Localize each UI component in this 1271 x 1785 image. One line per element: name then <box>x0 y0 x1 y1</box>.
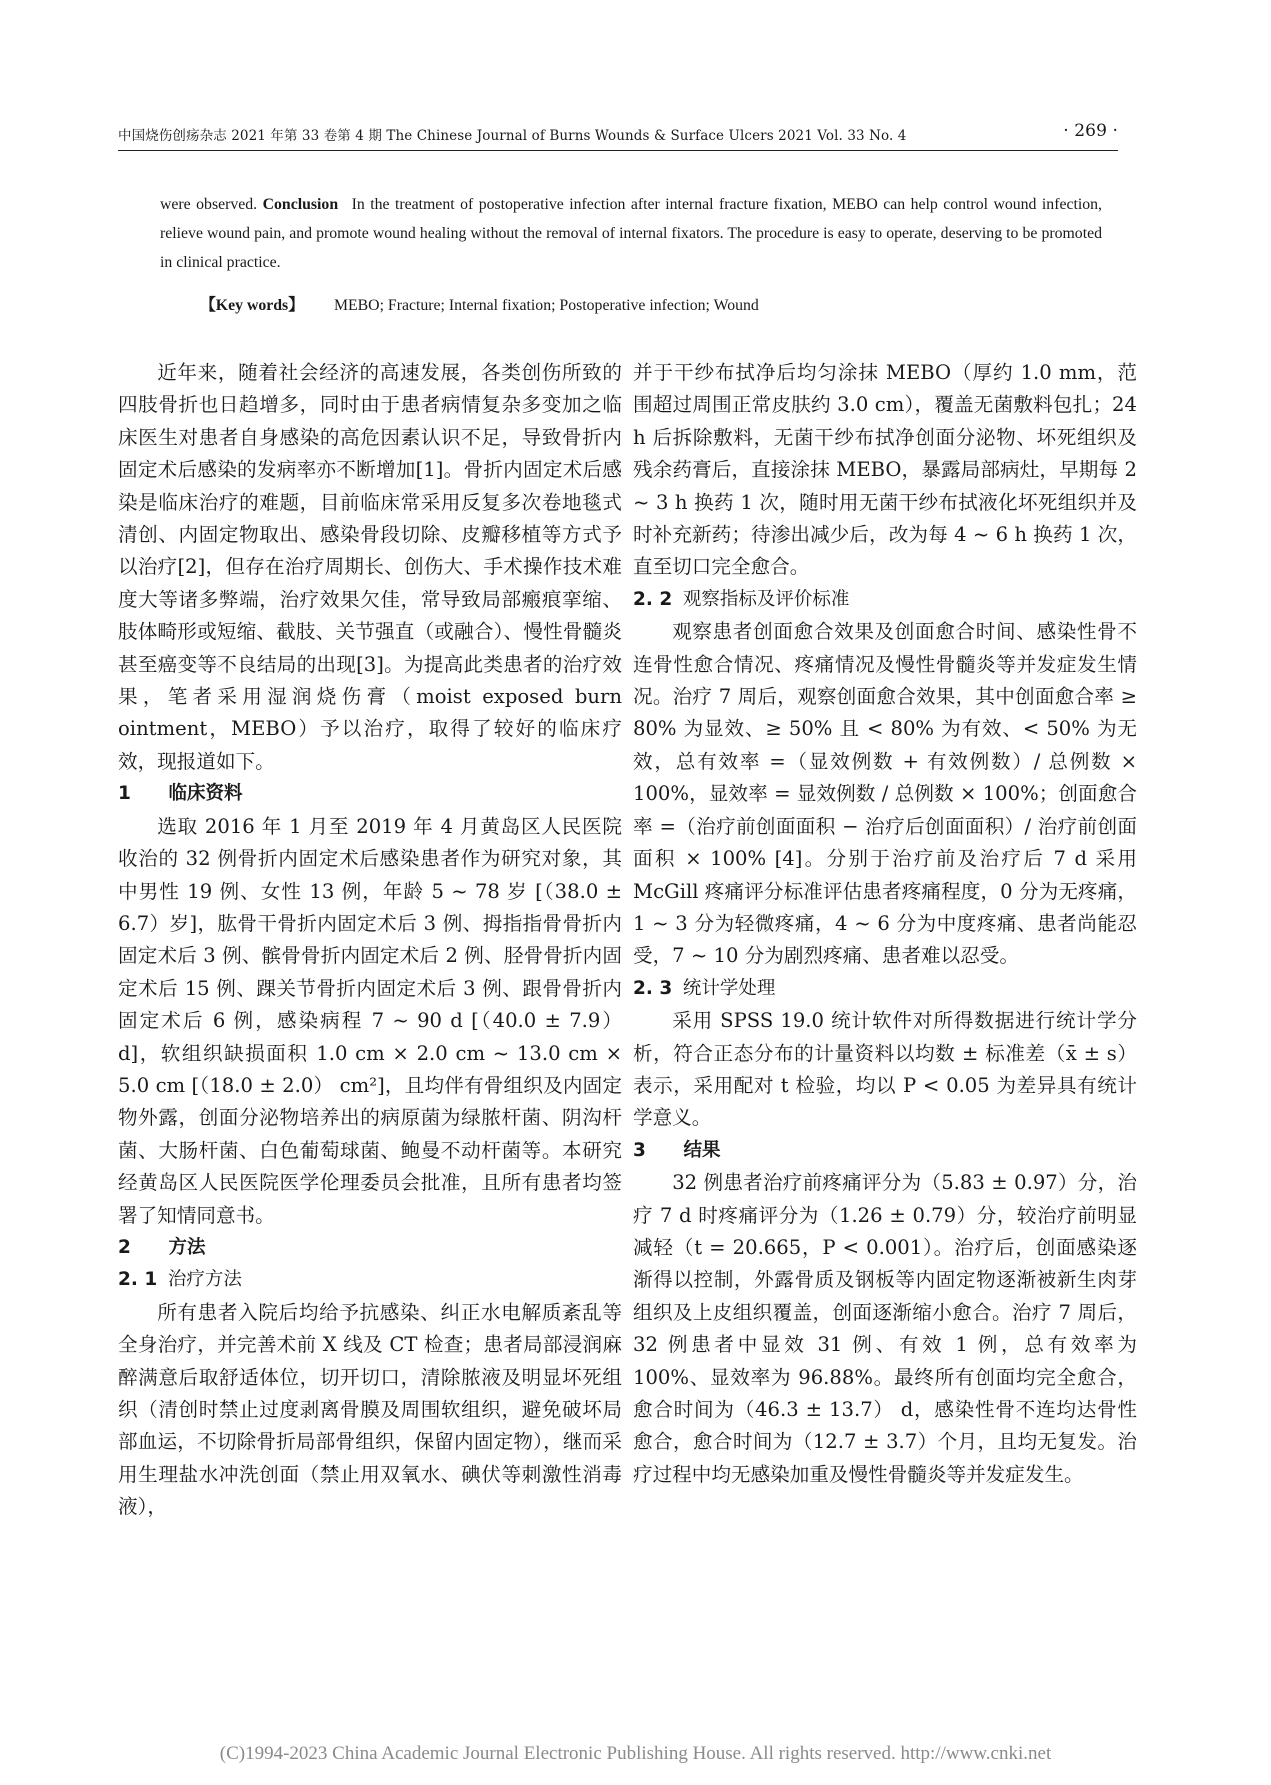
section-2-1-continued: 并于干纱布拭净后均匀涂抹 MEBO（厚约 1.0 mm，范围超过周围正常皮肤约 3.0 cm），覆盖无菌敷料包扎；24 h 后拆除敷料，无菌干纱布拭净创面分泌物、坏死组织及残余药膏后，直接涂抹 MEBO，暴露局部病灶，早期每 2 ~ 3 h 换药 1 次，随时用无菌干纱布拭液化坏死组织并及时补充新药；待渗出减少后，改为每 4 ~ 6 h 换药 1 次，直至切口完全愈合。 <box>633 361 1137 579</box>
subsection-number: 2. 2 <box>633 588 673 610</box>
section-2-2-paragraph: 观察患者创面愈合效果及创面愈合时间、感染性骨不连骨性愈合情况、疼痛情况及慢性骨髓炎等并发症发生情况。治疗 7 周后，观察创面愈合效果，其中创面愈合率 ≥ 80% 为显效、≥ 50% 且 < 80% 为有效、< 50% 为无效，总有效率 =（显效例数 + 有效例数）/ 总例数 × 100%，显效率 = 显效例数 / 总例数 × 100%；创面愈合率 =（治疗前创面面积 − 治疗后创面面积）/ 治疗前创面面积 × 100% [4]。分别于治疗前及治疗后 7 d 采用 McGill 疼痛评分标准评估患者疼痛程度，0 分为无疼痛，1 ~ 3 分为轻微疼痛，4 ~ 6 分为中度疼痛、患者尚能忍受，7 ~ 10 分为剧烈疼痛、患者难以忍受。 <box>633 620 1137 968</box>
journal-header: 中国烧伤创疡杂志 2021 年第 33 卷第 4 期 The Chinese Journal of Burns Wounds & Surface Ulcers 2021 Vol. 33 No. 4 <box>118 128 907 144</box>
right-column <box>633 357 1137 1491</box>
header-rule <box>118 150 1118 151</box>
intro-paragraph: 近年来，随着社会经济的高速发展，各类创伤所致的四肢骨折也日趋增多，同时由于患者病情复杂多变加之临床医生对患者自身感染的高危因素认识不足，导致骨折内固定术后感染的发病率亦不断增加[1]。骨折内固定术后感染是临床治疗的难题，目前临床常采用反复多次卷地毯式清创、内固定物取出、感染骨段切除、皮瓣移植等方式予以治疗[2]，但存在治疗周期长、创伤大、手术操作技术难度大等诸多弊端，治疗效果欠佳，常导致局部瘢痕挛缩、肢体畸形或短缩、截肢、关节强直（或融合）、慢性骨髓炎甚至癌变等不良结局的出现[3]。为提高此类患者的治疗效果，笔者采用湿润烧伤膏（moist exposed burn ointment，MEBO）予以治疗，取得了较好的临床疗效，现报道如下。 <box>118 361 622 773</box>
keywords-text: MEBO; Fracture; Internal fixation; Postoperative infection; Wound <box>333 297 759 314</box>
section-2-heading <box>118 1232 622 1264</box>
section-2-2-heading <box>633 584 1137 616</box>
section-2-3-heading <box>633 973 1137 1005</box>
subsection-number: 2. 1 <box>118 1269 158 1291</box>
section-2-3-paragraph: 采用 SPSS 19.0 统计软件对所得数据进行统计学分析，符合正态分布的计量资料以均数 ± 标准差（x̄ ± s）表示，采用配对 t 检验，均以 P < 0.05 为差异具有统计学意义。 <box>633 1009 1137 1130</box>
section-title: 方法 <box>168 1236 206 1258</box>
section-1-heading <box>118 778 622 810</box>
section-title: 结果 <box>683 1139 721 1161</box>
abstract-conclusion <box>160 190 1102 277</box>
section-1-paragraph: 选取 2016 年 1 月至 2019 年 4 月黄岛区人民医院收治的 32 例骨折内固定术后感染患者作为研究对象，其中男性 19 例、女性 13 例，年龄 5 ~ 78 岁 [（38.0 ± 6.7）岁]，肱骨干骨折内固定术后 3 例、拇指指骨骨折内固定术后 3 例、髌骨骨折内固定术后 2 例、胫骨骨折内固定术后 15 例、踝关节骨折内固定术后 3 例、跟骨骨折内固定术后 6 例，感染病程 7 ~ 90 d [（40.0 ± 7.9） d]，软组织缺损面积 1.0 cm × 2.0 cm ~ 13.0 cm × 5.0 cm [（18.0 ± 2.0） cm²]，且均伴有骨组织及内固定物外露，创面分泌物培养出的病原菌为绿脓杆菌、阴沟杆菌、大肠杆菌、白色葡萄球菌、鲍曼不动杆菌等。本研究经黄岛区人民医院医学伦理委员会批准，且所有患者均签署了知情同意书。 <box>118 814 622 1227</box>
keywords-label: 【Key words】 <box>200 297 304 314</box>
abstract-lead: were observed. <box>160 196 258 213</box>
section-number: 2 <box>118 1236 131 1258</box>
section-2-1-heading <box>118 1264 622 1296</box>
section-title: 临床资料 <box>168 783 243 805</box>
conclusion-text: In the treatment of postoperative infection after internal fracture fixation, MEBO can help control wound infection, relieve wound pain, and promote wound healing without the removal of internal fixators. The procedure is easy to operate, deserving to be promoted in clinical practice. <box>160 196 1102 271</box>
left-column <box>118 357 622 1524</box>
section-number: 1 <box>118 783 131 805</box>
copyright-footer: (C)1994-2023 China Academic Journal Electronic Publishing House. All rights reserved. http://www.cnki.net <box>219 1743 1052 1764</box>
section-3-heading <box>633 1135 1137 1167</box>
keywords <box>200 292 1100 315</box>
subsection-title: 观察指标及评价标准 <box>682 588 850 610</box>
subsection-title: 治疗方法 <box>167 1269 242 1291</box>
conclusion-label: Conclusion <box>262 196 339 213</box>
subsection-number: 2. 3 <box>633 977 673 999</box>
section-number: 3 <box>633 1139 646 1161</box>
section-2-1-paragraph: 所有患者入院后均给予抗感染、纠正水电解质紊乱等全身治疗，并完善术前 X 线及 CT 检查；患者局部浸润麻醉满意后取舒适体位，切开切口，清除脓液及明显坏死组织（清创时禁止过度剥离骨膜及周围软组织，避免破坏局部血运，不切除骨折局部骨组织，保留内固定物），继而采用生理盐水冲洗创面（禁止用双氧水、碘伏等刺激性消毒液）， <box>118 1300 622 1519</box>
section-3-paragraph: 32 例患者治疗前疼痛评分为（5.83 ± 0.97）分，治疗 7 d 时疼痛评分为（1.26 ± 0.79）分，较治疗前明显减轻（t = 20.665，P < 0.001）。治疗后，创面感染逐渐得以控制，外露骨质及钢板等内固定物逐渐被新生肉芽组织及上皮组织覆盖，创面逐渐缩小愈合。治疗 7 周后，32 例患者中显效 31 例、有效 1 例，总有效率为 100%、显效率为 96.88%。最终所有创面均完全愈合，愈合时间为（46.3 ± 13.7） d，感染性骨不连均达骨性愈合，愈合时间为（12.7 ± 3.7）个月，且均无复发。治疗过程中均无感染加重及慢性骨髓炎等并发症发生。 <box>633 1171 1137 1486</box>
page-number: · 269 · <box>1063 121 1118 141</box>
subsection-title: 统计学处理 <box>682 977 776 999</box>
